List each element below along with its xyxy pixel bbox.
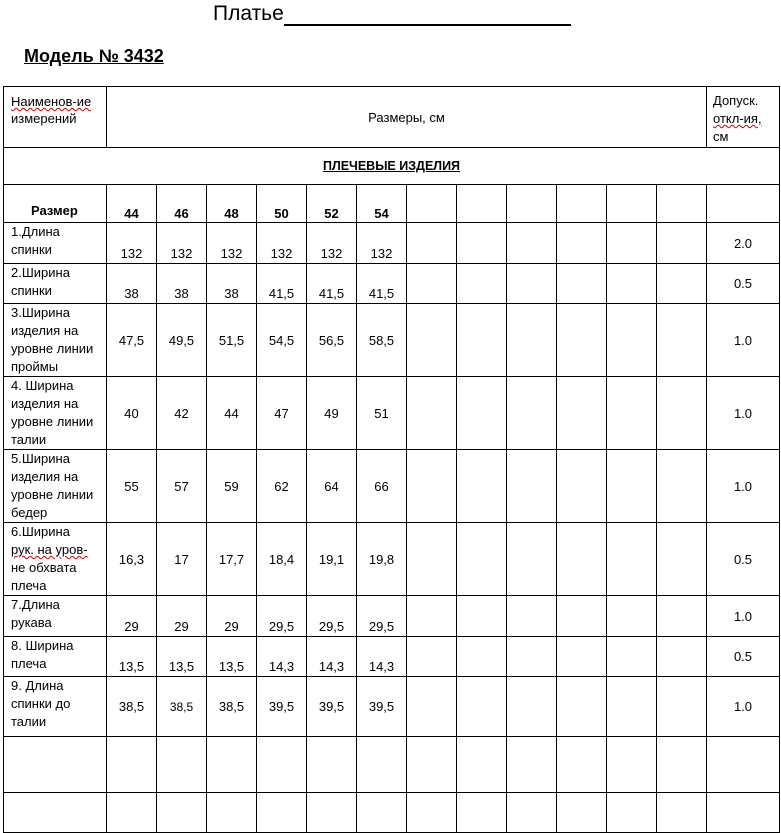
empty-cell — [507, 264, 557, 304]
tolerance-cell: 0.5 — [707, 264, 780, 304]
measurement-value-cell: 51,5 — [207, 304, 257, 377]
table-row-blank — [4, 737, 780, 793]
empty-cell — [507, 637, 557, 677]
measurement-label-line: спинки — [11, 283, 52, 298]
measurement-value-cell: 40 — [107, 377, 157, 450]
empty-cell — [607, 264, 657, 304]
table-row — [4, 304, 780, 377]
measurement-value-cell: 41,5 — [307, 264, 357, 304]
measurement-value-cell: 57 — [157, 450, 207, 523]
title-text: Платье — [213, 2, 284, 25]
measurement-label-line: уровне линии — [11, 487, 94, 502]
sizes-header-cell — [107, 87, 707, 148]
empty-cell — [457, 637, 507, 677]
empty-cell — [607, 677, 657, 737]
measurement-value-cell: 49,5 — [157, 304, 207, 377]
empty-cell — [457, 185, 507, 223]
measurement-value-cell: 38,5 — [207, 677, 257, 737]
empty-cell — [557, 450, 607, 523]
empty-cell — [507, 523, 557, 596]
measurement-rows — [4, 223, 780, 737]
tolerance-header-line3: см — [713, 129, 729, 144]
measurement-value-cell: 13,5 — [107, 637, 157, 677]
empty-cell — [457, 450, 507, 523]
tolerance-cell: 0.5 — [707, 523, 780, 596]
measurement-label-cell — [4, 596, 107, 637]
measure-header-line2: измерений — [11, 111, 77, 126]
empty-cell — [557, 596, 607, 637]
measurement-value-cell: 58,5 — [357, 304, 407, 377]
tolerance-cell: 0.5 — [707, 637, 780, 677]
measurement-label-line: 5.Ширина — [11, 451, 70, 466]
size-cell: 54 — [357, 185, 407, 223]
empty-cell — [557, 185, 607, 223]
tolerance-cell: 1.0 — [707, 450, 780, 523]
measurement-value-cell: 41,5 — [357, 264, 407, 304]
measure-header-cell — [4, 87, 107, 148]
table-row — [4, 596, 780, 637]
measurement-value-cell: 29 — [157, 596, 207, 637]
tolerance-cell: 1.0 — [707, 596, 780, 637]
measurement-value-cell: 66 — [357, 450, 407, 523]
empty-cell — [407, 637, 457, 677]
measurement-label-line: спинки — [11, 242, 52, 257]
tolerance-cell: 1.0 — [707, 304, 780, 377]
table-row — [4, 377, 780, 450]
measurements-table — [3, 86, 780, 833]
size-cell: 46 — [157, 185, 207, 223]
measurement-value-cell: 13,5 — [207, 637, 257, 677]
empty-cell — [507, 450, 557, 523]
measurement-value-cell: 29,5 — [257, 596, 307, 637]
empty-cell — [507, 377, 557, 450]
measurement-value-cell: 49 — [307, 377, 357, 450]
measurement-value-cell: 42 — [157, 377, 207, 450]
measurement-label-line: проймы — [11, 359, 59, 374]
empty-cell — [657, 223, 707, 264]
empty-cell — [607, 637, 657, 677]
measurement-label-line: изделия на — [11, 323, 79, 338]
measurement-label-line: 8. Ширина — [11, 638, 74, 653]
measurement-label-line: спинки до — [11, 696, 71, 711]
model-number — [6, 45, 164, 67]
measurement-value-cell: 132 — [257, 223, 307, 264]
empty-cell — [607, 596, 657, 637]
empty-cell — [407, 450, 457, 523]
measurement-value-cell: 18,4 — [257, 523, 307, 596]
empty-cell — [557, 377, 607, 450]
measurement-value-cell: 47 — [257, 377, 307, 450]
measurement-value-cell: 19,8 — [357, 523, 407, 596]
empty-cell — [607, 304, 657, 377]
measurement-value-cell: 132 — [107, 223, 157, 264]
empty-cell — [457, 377, 507, 450]
measurement-value-cell: 56,5 — [307, 304, 357, 377]
measurement-value-cell: 55 — [107, 450, 157, 523]
empty-cell — [507, 596, 557, 637]
measurement-label-line: рук. на уров- — [11, 542, 88, 557]
measurement-label-cell — [4, 677, 107, 737]
empty-cell — [657, 377, 707, 450]
section-row — [4, 148, 780, 185]
measurement-value-cell: 132 — [157, 223, 207, 264]
measurement-label-cell — [4, 377, 107, 450]
table-row — [4, 264, 780, 304]
measurement-label-line: бедер — [11, 505, 48, 520]
empty-cell — [657, 677, 707, 737]
empty-cell — [407, 596, 457, 637]
measurement-label-cell — [4, 523, 107, 596]
measurement-label-line: 4. Ширина — [11, 378, 74, 393]
size-label-cell — [4, 185, 107, 223]
measurement-label-cell — [4, 223, 107, 264]
empty-cell — [407, 264, 457, 304]
size-label: Размер — [31, 203, 78, 218]
measurement-value-cell: 17,7 — [207, 523, 257, 596]
measurement-value-cell: 19,1 — [307, 523, 357, 596]
measurement-value-cell: 132 — [207, 223, 257, 264]
table-row — [4, 677, 780, 737]
measurement-value-cell: 14,3 — [357, 637, 407, 677]
table-row — [4, 523, 780, 596]
measurement-label-line: уровне линии — [11, 414, 94, 429]
measurement-value-cell: 29,5 — [357, 596, 407, 637]
measurement-label-line: талии — [11, 714, 47, 729]
sizes-header-text: Размеры, см — [368, 109, 445, 125]
measurement-value-cell: 14,3 — [307, 637, 357, 677]
empty-cell — [507, 677, 557, 737]
measurement-label-cell — [4, 304, 107, 377]
empty-cell — [707, 185, 780, 223]
empty-cell — [457, 264, 507, 304]
empty-cell — [607, 185, 657, 223]
measurement-value-cell: 51 — [357, 377, 407, 450]
measurement-label-line: 9. Длина — [11, 678, 64, 693]
title-underline — [284, 5, 571, 26]
empty-cell — [557, 304, 607, 377]
measurement-value-cell: 17 — [157, 523, 207, 596]
measurement-label-line: 3.Ширина — [11, 305, 70, 320]
empty-cell — [557, 637, 607, 677]
empty-cell — [657, 450, 707, 523]
tolerance-header-cell — [707, 87, 780, 148]
empty-cell — [607, 223, 657, 264]
measurement-value-cell: 39,5 — [357, 677, 407, 737]
measurement-value-cell: 38,5 — [107, 677, 157, 737]
measurement-label-cell — [4, 450, 107, 523]
empty-cell — [607, 377, 657, 450]
measurement-value-cell: 38 — [207, 264, 257, 304]
measurement-value-cell: 14,3 — [257, 637, 307, 677]
empty-cell — [657, 264, 707, 304]
measurement-value-cell: 29 — [107, 596, 157, 637]
empty-cell — [557, 523, 607, 596]
empty-cell — [657, 304, 707, 377]
size-cell: 50 — [257, 185, 307, 223]
measurement-label-line: талии — [11, 432, 47, 447]
table-header-row — [4, 87, 780, 148]
size-cell: 52 — [307, 185, 357, 223]
tolerance-cell: 2.0 — [707, 223, 780, 264]
tolerance-header-line1: Допуск. — [713, 93, 759, 108]
empty-cell — [657, 523, 707, 596]
section-title-cell — [4, 148, 780, 185]
tolerance-cell: 1.0 — [707, 677, 780, 737]
measurement-value-cell: 54,5 — [257, 304, 307, 377]
table-row-blank — [4, 793, 780, 833]
tolerance-header-line2: откл-ия, — [713, 111, 762, 126]
empty-cell — [607, 450, 657, 523]
measurement-value-cell: 29,5 — [307, 596, 357, 637]
empty-cell — [407, 677, 457, 737]
empty-cell — [507, 304, 557, 377]
table-row — [4, 450, 780, 523]
empty-cell — [407, 523, 457, 596]
measurement-label-line: 1.Длина — [11, 224, 60, 239]
measurement-label-line: плеча — [11, 578, 47, 593]
measurement-value-cell: 38,5 — [157, 677, 207, 737]
empty-cell — [657, 185, 707, 223]
measure-header-line1: Наименов-ие — [11, 94, 92, 109]
empty-cell — [457, 223, 507, 264]
measurement-value-cell: 39,5 — [307, 677, 357, 737]
measurement-label-line: 2.Ширина — [11, 265, 70, 280]
empty-cell — [407, 304, 457, 377]
empty-cell — [407, 377, 457, 450]
measurement-label-line: рукава — [11, 615, 52, 630]
empty-cell — [407, 185, 457, 223]
size-cell: 48 — [207, 185, 257, 223]
measurement-value-cell: 64 — [307, 450, 357, 523]
size-cell: 44 — [107, 185, 157, 223]
empty-cell — [457, 596, 507, 637]
empty-cell — [457, 523, 507, 596]
measurement-value-cell: 39,5 — [257, 677, 307, 737]
measurement-value-cell: 62 — [257, 450, 307, 523]
empty-cell — [607, 523, 657, 596]
measurement-value-cell: 59 — [207, 450, 257, 523]
empty-cell — [557, 264, 607, 304]
empty-cell — [507, 223, 557, 264]
section-title: ПЛЕЧЕВЫЕ ИЗДЕЛИЯ — [322, 159, 461, 173]
measurement-label-line: уровне линии — [11, 341, 94, 356]
measurement-value-cell: 16,3 — [107, 523, 157, 596]
empty-cell — [557, 677, 607, 737]
measurement-label-line: изделия на — [11, 396, 79, 411]
measurement-value-cell: 47,5 — [107, 304, 157, 377]
empty-cell — [657, 596, 707, 637]
measurement-value-cell: 132 — [307, 223, 357, 264]
table-row — [4, 637, 780, 677]
measurement-label-line: не обхвата — [11, 560, 77, 575]
measurement-value-cell: 41,5 — [257, 264, 307, 304]
empty-cell — [457, 304, 507, 377]
measurement-value-cell: 44 — [207, 377, 257, 450]
measurement-value-cell: 38 — [157, 264, 207, 304]
measurement-label-line: 6.Ширина — [11, 524, 70, 539]
measurement-label-cell — [4, 264, 107, 304]
size-row — [4, 185, 780, 223]
measurement-label-cell — [4, 637, 107, 677]
empty-cell — [507, 185, 557, 223]
measurement-label-line: 7.Длина — [11, 597, 60, 612]
measurement-value-cell: 38 — [107, 264, 157, 304]
table-row — [4, 223, 780, 264]
measurement-value-cell: 132 — [357, 223, 407, 264]
measurement-value-cell: 13,5 — [157, 637, 207, 677]
empty-cell — [657, 637, 707, 677]
empty-cell — [457, 677, 507, 737]
document-title — [213, 2, 571, 26]
measurement-label-line: изделия на — [11, 469, 79, 484]
measurement-label-line: плеча — [11, 656, 47, 671]
empty-cell — [557, 223, 607, 264]
tolerance-cell: 1.0 — [707, 377, 780, 450]
measurement-value-cell: 29 — [207, 596, 257, 637]
model-text: Модель № 3432 — [24, 46, 164, 66]
empty-cell — [407, 223, 457, 264]
